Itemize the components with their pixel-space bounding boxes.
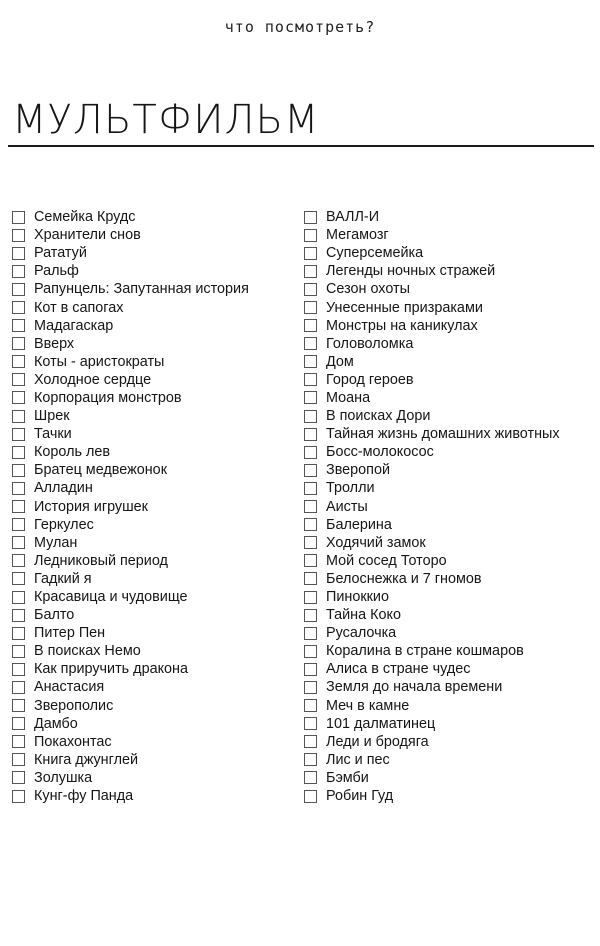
checkbox[interactable]: [12, 446, 25, 459]
checklist-item-label: Шрек: [34, 408, 70, 425]
checkbox[interactable]: [304, 500, 317, 513]
checkbox[interactable]: [304, 247, 317, 260]
checkbox[interactable]: [304, 301, 317, 314]
checklist-item[interactable]: [12, 262, 297, 280]
checklist-item[interactable]: [12, 353, 297, 371]
checkbox[interactable]: [12, 663, 25, 676]
checklist-item-label: Хранители снов: [34, 227, 141, 244]
checkbox[interactable]: [304, 319, 317, 332]
checkbox[interactable]: [304, 663, 317, 676]
checkbox[interactable]: [12, 229, 25, 242]
checklist-item[interactable]: [304, 624, 598, 642]
checkbox[interactable]: [12, 627, 25, 640]
checklist-item-label: Золушка: [34, 769, 93, 786]
checklist-item[interactable]: [12, 280, 297, 298]
checklist-item-label: Зверополис: [34, 697, 114, 714]
checkbox[interactable]: [12, 391, 25, 404]
checkbox[interactable]: [12, 591, 25, 604]
checklist-item[interactable]: [304, 479, 598, 497]
checklist-item[interactable]: [12, 751, 297, 769]
checkbox[interactable]: [304, 428, 317, 441]
checkbox[interactable]: [304, 211, 317, 224]
checklist-item[interactable]: [304, 534, 598, 552]
checklist-item-label: Мадагаскар: [34, 317, 114, 334]
checklist-item-label: Балерина: [326, 516, 392, 533]
checklist-item-label: Тролли: [326, 480, 375, 497]
checkbox[interactable]: [304, 446, 317, 459]
checkbox[interactable]: [12, 518, 25, 531]
checklist-item-label: Мой сосед Тоторо: [326, 552, 447, 569]
checkbox[interactable]: [12, 717, 25, 730]
checklist-item-label: Гадкий я: [34, 570, 92, 587]
checklist-item[interactable]: [12, 425, 297, 443]
checkbox[interactable]: [12, 554, 25, 567]
checklist-item-label: Вверх: [34, 335, 75, 352]
checklist-item-label: Зверопой: [326, 462, 391, 479]
checklist-item[interactable]: [12, 787, 297, 805]
checkbox[interactable]: [304, 337, 317, 350]
checkbox[interactable]: [304, 753, 317, 766]
checklist-item-label: В поисках Немо: [34, 643, 141, 660]
checkbox[interactable]: [12, 211, 25, 224]
checklist-item[interactable]: [12, 443, 297, 461]
checklist-item-label: Тачки: [34, 426, 72, 443]
checklist-item-label: Красавица и чудовище: [34, 589, 188, 606]
checklist-item-label: Кот в сапогах: [34, 299, 124, 316]
checklist-item[interactable]: [304, 733, 598, 751]
checklist-item[interactable]: [304, 787, 598, 805]
checkbox[interactable]: [12, 355, 25, 368]
checklist-item[interactable]: [12, 534, 297, 552]
checklist-item-label: Покахонтас: [34, 733, 112, 750]
checkbox[interactable]: [12, 735, 25, 748]
checklist-item[interactable]: [304, 317, 598, 335]
checklist-item[interactable]: [12, 298, 297, 316]
checklist-item[interactable]: [12, 317, 297, 335]
checkbox[interactable]: [304, 591, 317, 604]
checklist-item-label: Унесенные призраками: [326, 299, 483, 316]
checklist-item-label: Моана: [326, 389, 371, 406]
page-title: МУЛЬТФИЛЬМ: [12, 97, 320, 143]
checklist-item[interactable]: [304, 751, 598, 769]
checkbox[interactable]: [12, 247, 25, 260]
checklist-item-label: Босс-молокосос: [326, 444, 434, 461]
checklist-item[interactable]: [304, 461, 598, 479]
checkbox[interactable]: [12, 699, 25, 712]
checklist-item[interactable]: [304, 606, 598, 624]
checkbox[interactable]: [304, 410, 317, 423]
checkbox[interactable]: [12, 283, 25, 296]
checklist-item-label: Лис и пес: [326, 751, 390, 768]
checkbox[interactable]: [304, 645, 317, 658]
checklist-item-label: Геркулес: [34, 516, 94, 533]
checkbox[interactable]: [12, 790, 25, 803]
checklist-item[interactable]: [304, 443, 598, 461]
checklist-item[interactable]: [12, 244, 297, 262]
checkbox[interactable]: [304, 790, 317, 803]
checkbox[interactable]: [304, 554, 317, 567]
checkbox[interactable]: [12, 319, 25, 332]
checklist-item[interactable]: [12, 226, 297, 244]
checklist-item-label: Леди и бродяга: [326, 733, 429, 750]
checklist-right-column: [304, 208, 598, 805]
checklist-item-label: Головоломка: [326, 335, 414, 352]
checklist-item[interactable]: [304, 353, 598, 371]
checklist-item-label: Дом: [326, 353, 354, 370]
checklist-item[interactable]: [12, 208, 297, 226]
checklist-item-label: Алиса в стране чудес: [326, 661, 471, 678]
checklist-item-label: Легенды ночных стражей: [326, 263, 496, 280]
checklist-item-label: Кунг-фу Панда: [34, 788, 134, 805]
checklist-item[interactable]: [12, 678, 297, 696]
checklist-item[interactable]: [304, 262, 598, 280]
checklist-item-label: Питер Пен: [34, 625, 106, 642]
checklist-item[interactable]: [12, 479, 297, 497]
checklist-item-label: Аисты: [326, 498, 368, 515]
checklist-item[interactable]: [304, 588, 598, 606]
checklist-item[interactable]: [304, 226, 598, 244]
checklist-item[interactable]: [304, 516, 598, 534]
checkbox[interactable]: [12, 337, 25, 350]
checklist-item[interactable]: [12, 407, 297, 425]
checklist-item[interactable]: [12, 606, 297, 624]
checklist-item-label: Коты - аристократы: [34, 353, 165, 370]
checkbox[interactable]: [12, 753, 25, 766]
checklist-item[interactable]: [304, 660, 598, 678]
checklist-item-label: Корпорация монстров: [34, 389, 182, 406]
checklist-item-label: Холодное сердце: [34, 371, 152, 388]
checklist-item-label: Коралина в стране кошмаров: [326, 643, 524, 660]
checklist-item[interactable]: [12, 624, 297, 642]
checklist-item[interactable]: [304, 552, 598, 570]
checkbox[interactable]: [12, 410, 25, 423]
checkbox[interactable]: [12, 536, 25, 549]
checkbox[interactable]: [12, 464, 25, 477]
checkbox[interactable]: [304, 464, 317, 477]
checklist-item-label: Сезон охоты: [326, 281, 410, 298]
checklist-item[interactable]: [304, 498, 598, 516]
checklist-item-label: Тайна Коко: [326, 607, 401, 624]
checklist-item[interactable]: [12, 516, 297, 534]
checkbox[interactable]: [304, 391, 317, 404]
checkbox[interactable]: [304, 536, 317, 549]
checklist-item-label: Рапунцель: Запутанная история: [34, 281, 249, 298]
checklist-item[interactable]: [304, 371, 598, 389]
checklist-item-label: Книга джунглей: [34, 751, 139, 768]
checklist-item[interactable]: [12, 697, 297, 715]
checklist-item[interactable]: [304, 244, 598, 262]
checkbox[interactable]: [12, 645, 25, 658]
checklist-item[interactable]: [304, 697, 598, 715]
checklist-item-label: Ледниковый период: [34, 552, 168, 569]
checkbox[interactable]: [304, 265, 317, 278]
checklist-item[interactable]: [12, 769, 297, 787]
checklist-item-label: Ходячий замок: [326, 534, 426, 551]
checklist-item[interactable]: [12, 733, 297, 751]
checkbox[interactable]: [304, 518, 317, 531]
checkbox[interactable]: [304, 681, 317, 694]
checklist-item[interactable]: [304, 425, 598, 443]
checkbox[interactable]: [12, 681, 25, 694]
checklist-item[interactable]: [304, 678, 598, 696]
checklist-item[interactable]: [12, 570, 297, 588]
checkbox[interactable]: [304, 355, 317, 368]
checklist-item-label: В поисках Дори: [326, 408, 431, 425]
checklist-item[interactable]: [12, 371, 297, 389]
checklist-item-label: Русалочка: [326, 625, 397, 642]
checklist-item[interactable]: [304, 208, 598, 226]
checkbox[interactable]: [12, 771, 25, 784]
checkbox[interactable]: [304, 482, 317, 495]
checkbox[interactable]: [12, 572, 25, 585]
checkbox[interactable]: [12, 428, 25, 441]
checklist-item-label: Король лев: [34, 444, 111, 461]
checklist-item-label: Как приручить дракона: [34, 661, 188, 678]
checklist-item-label: ВАЛЛ-И: [326, 209, 380, 226]
checkbox[interactable]: [304, 229, 317, 242]
checklist-item-label: Земля до начала времени: [326, 679, 503, 696]
checklist-item-label: Семейка Крудс: [34, 209, 136, 226]
checklist-item[interactable]: [304, 407, 598, 425]
checklist-item[interactable]: [304, 570, 598, 588]
checkbox[interactable]: [304, 771, 317, 784]
checklist-item-label: Анастасия: [34, 679, 105, 696]
checklist-item-label: 101 далматинец: [326, 715, 436, 732]
checklist-item[interactable]: [12, 552, 297, 570]
checklist-item-label: Меч в камне: [326, 697, 410, 714]
checkbox[interactable]: [304, 735, 317, 748]
title-divider: [8, 145, 594, 147]
checklist-item-label: Мегамозг: [326, 227, 389, 244]
checklist-item-label: Алладин: [34, 480, 93, 497]
page-subtitle: что посмотреть?: [224, 18, 376, 36]
checkbox[interactable]: [304, 699, 317, 712]
checklist-item-label: Балто: [34, 607, 75, 624]
checklist-item[interactable]: [12, 715, 297, 733]
checklist-item[interactable]: [12, 588, 297, 606]
checklist-item-label: Суперсемейка: [326, 245, 424, 262]
checkbox[interactable]: [304, 609, 317, 622]
checklist-item[interactable]: [12, 389, 297, 407]
checklist-item-label: История игрушек: [34, 498, 148, 515]
checklist-item[interactable]: [304, 642, 598, 660]
checklist-item-label: Белоснежка и 7 гномов: [326, 570, 482, 587]
checklist-item[interactable]: [12, 461, 297, 479]
checkbox[interactable]: [304, 627, 317, 640]
checklist-item-label: Робин Гуд: [326, 788, 394, 805]
checkbox[interactable]: [304, 373, 317, 386]
checklist-item[interactable]: [12, 660, 297, 678]
checklist-item-label: Братец медвежонок: [34, 462, 167, 479]
checkbox[interactable]: [12, 500, 25, 513]
checklist-item-label: Бэмби: [326, 769, 369, 786]
checklist-item[interactable]: [12, 335, 297, 353]
checklist-item[interactable]: [304, 715, 598, 733]
checkbox[interactable]: [12, 609, 25, 622]
checklist-item[interactable]: [304, 280, 598, 298]
checkbox[interactable]: [12, 265, 25, 278]
checklist-item[interactable]: [304, 389, 598, 407]
checklist-left-column: [12, 208, 297, 805]
checkbox[interactable]: [12, 373, 25, 386]
checklist-item[interactable]: [304, 335, 598, 353]
checklist-item[interactable]: [12, 498, 297, 516]
checkbox[interactable]: [12, 482, 25, 495]
checklist-item[interactable]: [12, 642, 297, 660]
checkbox[interactable]: [12, 301, 25, 314]
checklist-item[interactable]: [304, 298, 598, 316]
checklist-item-label: Мулан: [34, 534, 78, 551]
checkbox[interactable]: [304, 283, 317, 296]
checklist-item-label: Монстры на каникулах: [326, 317, 478, 334]
checklist-item[interactable]: [304, 769, 598, 787]
checklist-item-label: Ральф: [34, 263, 79, 280]
checklist-item-label: Тайная жизнь домашних животных: [326, 426, 560, 443]
checkbox[interactable]: [304, 572, 317, 585]
checklist-item-label: Город героев: [326, 371, 414, 388]
checklist-item-label: Пиноккио: [326, 589, 389, 606]
checklist-item-label: Рататуй: [34, 245, 87, 262]
checkbox[interactable]: [304, 717, 317, 730]
checklist-item-label: Дамбо: [34, 715, 78, 732]
